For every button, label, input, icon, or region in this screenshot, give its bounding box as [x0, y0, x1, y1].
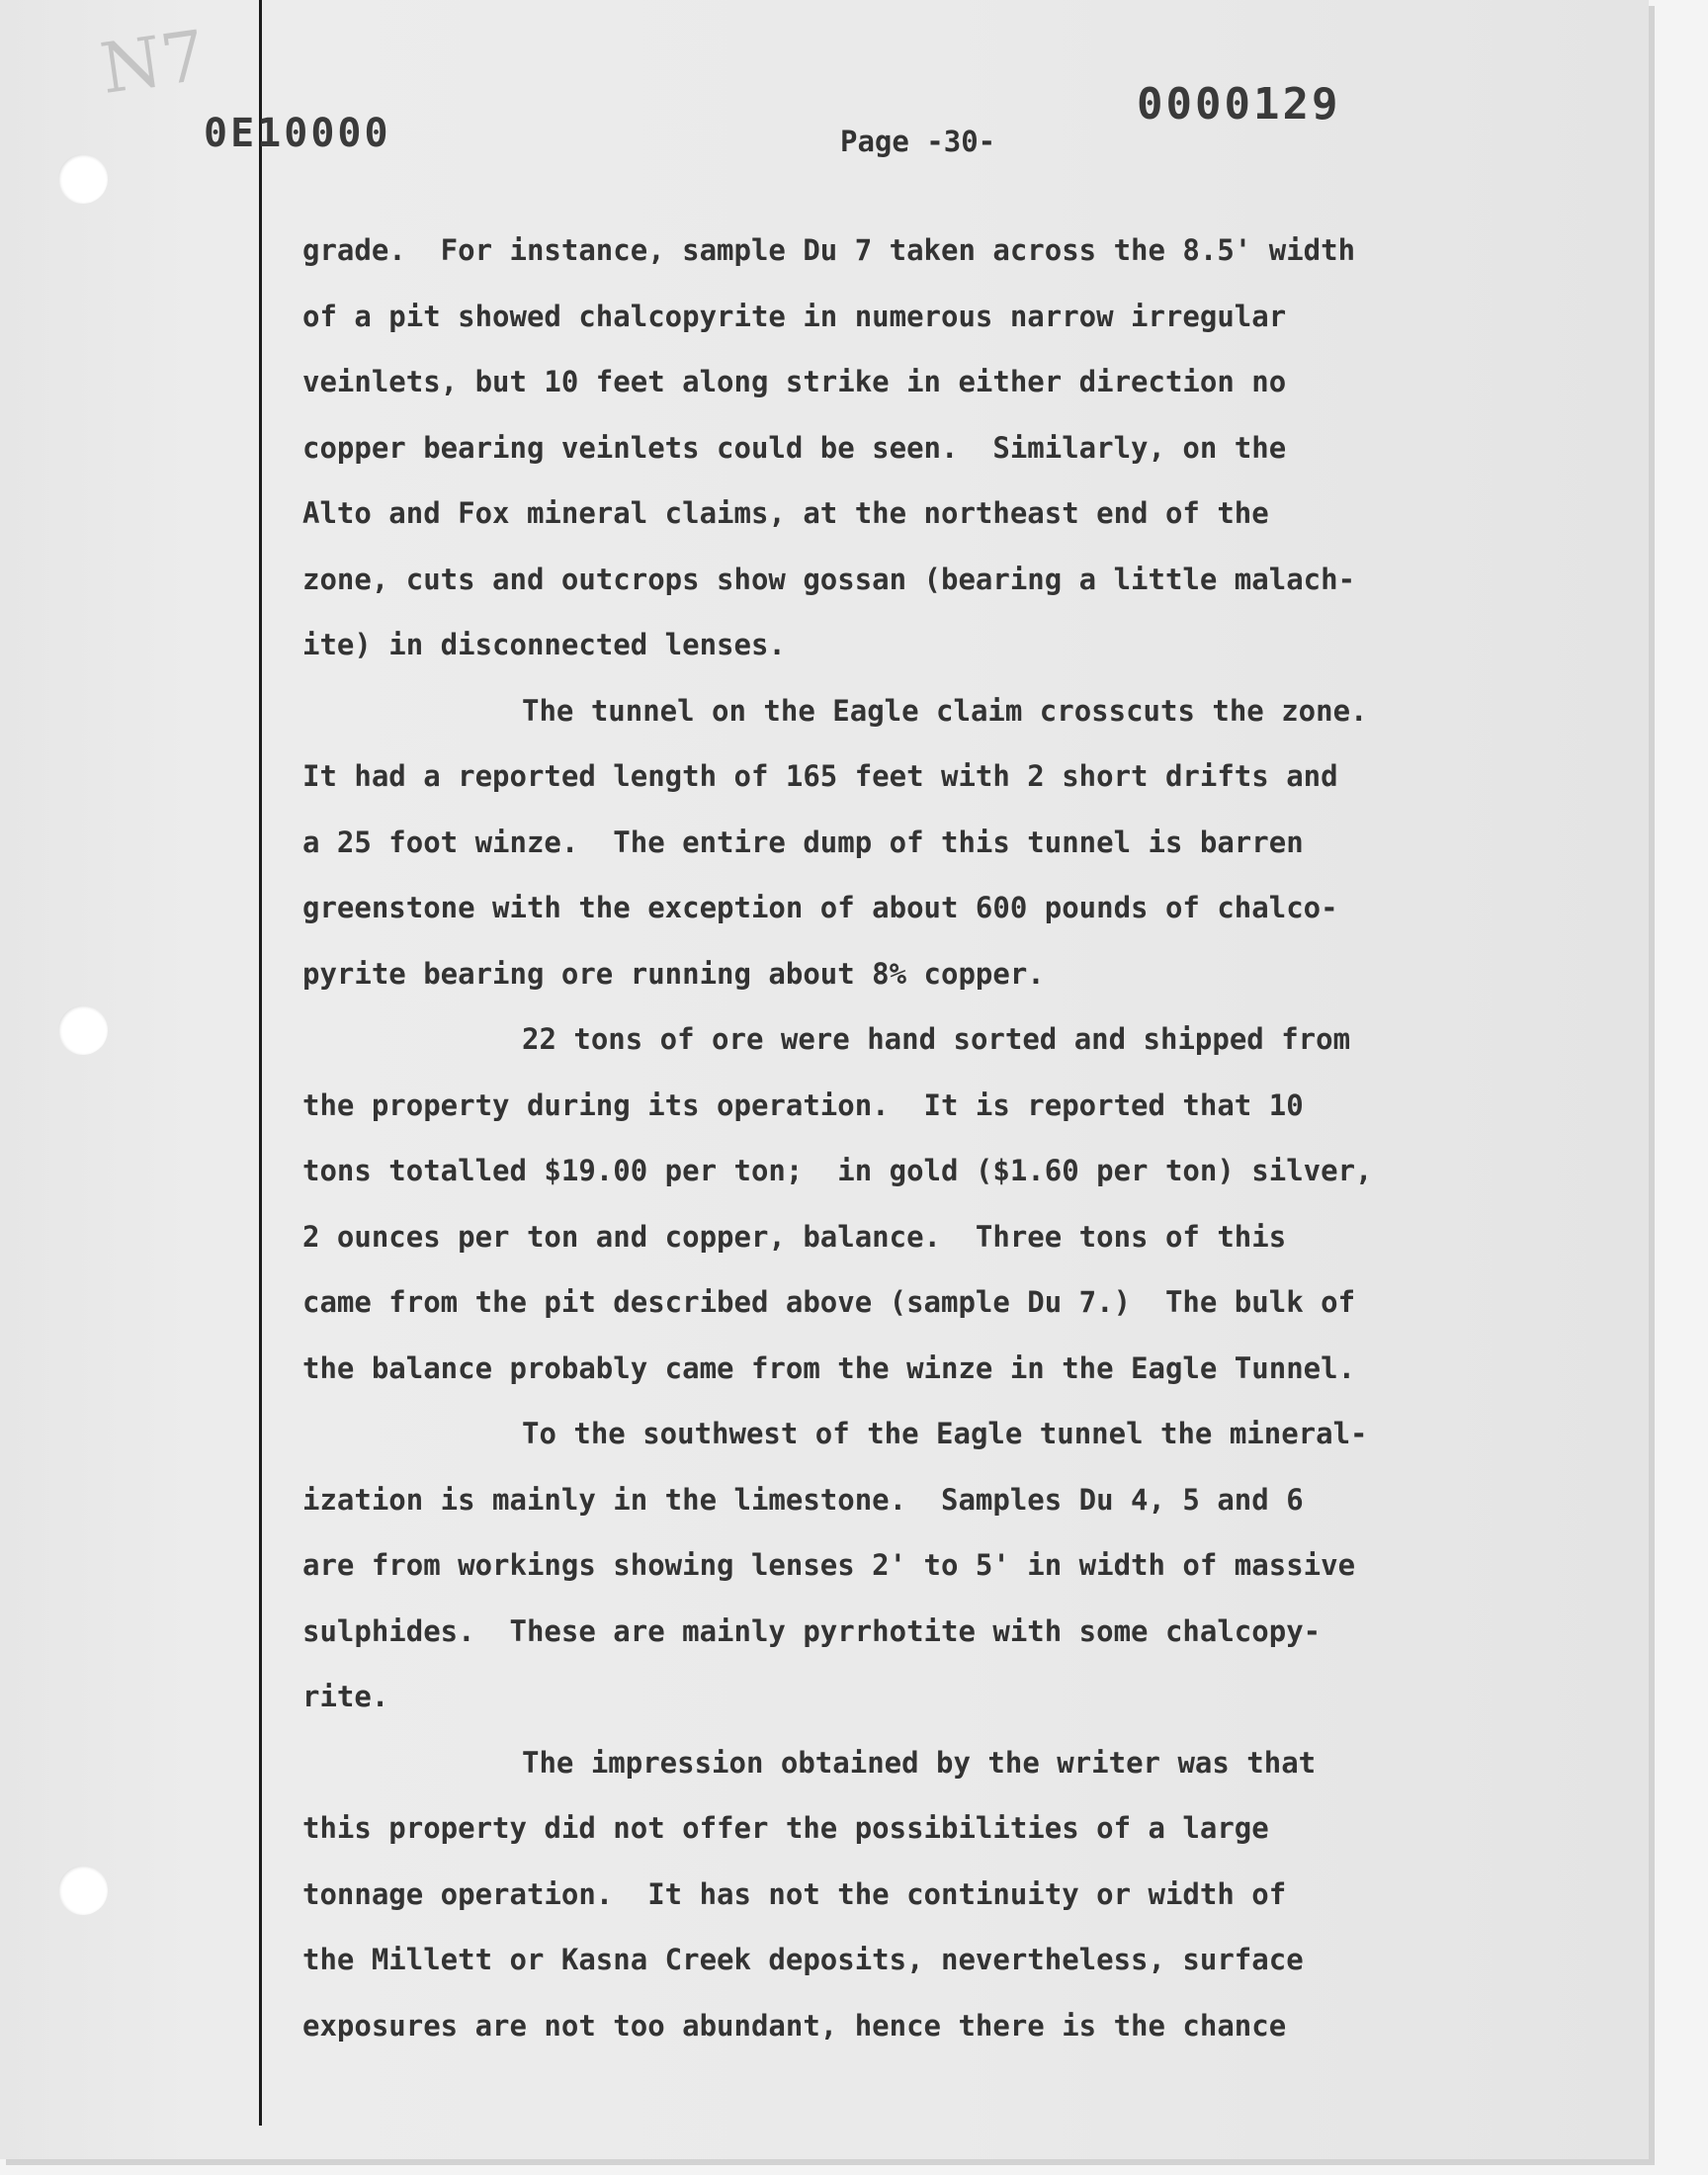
text-line: a 25 foot winze. The entire dump of this tunnel is barren — [302, 825, 1304, 859]
text-line: The impression obtained by the writer was that — [522, 1745, 1317, 1780]
text-line: grade. For instance, sample Du 7 taken across the 8.5' width — [302, 233, 1356, 267]
text-line: Alto and Fox mineral claims, at the northeast end of the — [302, 496, 1269, 530]
text-line: greenstone with the exception of about 600 pounds of chalco- — [302, 891, 1338, 924]
text-line: the balance probably came from the winze in the Eagle Tunnel. — [302, 1350, 1356, 1385]
document-id-stamp: 0E10000 — [204, 111, 391, 156]
punch-hole-top — [58, 154, 108, 204]
text-line: pyrite bearing ore running about 8% copper. — [302, 956, 1045, 991]
sequence-number-stamp: 0000129 — [1137, 79, 1341, 130]
text-line: exposures are not too abundant, hence there is the chance — [302, 2008, 1287, 2043]
text-line: ization is mainly in the limestone. Samples Du 4, 5 and 6 — [302, 1482, 1304, 1517]
body-text — [302, 218, 1548, 2058]
text-line: To the southwest of the Eagle tunnel the mineral- — [522, 1417, 1368, 1450]
text-line: 22 tons of ore were hand sorted and shipped from — [522, 1022, 1351, 1056]
text-line: zone, cuts and outcrops show gossan (bearing a little malach- — [302, 562, 1356, 596]
text-line: ite) in disconnected lenses. — [302, 628, 786, 661]
punch-hole-middle — [58, 1005, 108, 1055]
text-line: veinlets, but 10 feet along strike in either direction no — [302, 365, 1287, 398]
text-line: the property during its operation. It is reported that 10 — [302, 1088, 1304, 1122]
text-line: tonnage operation. It has not the continuity or width of — [302, 1876, 1287, 1911]
page-number: Page -30- — [840, 125, 996, 158]
text-line: rite. — [302, 1680, 389, 1713]
text-line: The tunnel on the Eagle claim crosscuts the zone. — [522, 693, 1368, 728]
text-line: tons totalled $19.00 per ton; in gold ($1.60 per ton) silver, — [302, 1154, 1373, 1187]
text-line: of a pit showed chalcopyrite in numerous narrow irregular — [302, 299, 1287, 333]
text-line: are from workings showing lenses 2' to 5' in width of massive — [302, 1548, 1356, 1582]
text-line: 2 ounces per ton and copper, balance. Three tons of this — [302, 1219, 1287, 1254]
margin-rule — [259, 0, 262, 2126]
text-line: this property did not offer the possibilities of a large — [302, 1811, 1269, 1845]
text-line: It had a reported length of 165 feet with 2 short drifts and — [302, 759, 1338, 793]
punch-hole-bottom — [58, 1866, 108, 1915]
text-line: sulphides. These are mainly pyrrhotite with some chalcopy- — [302, 1613, 1322, 1648]
text-line: copper bearing veinlets could be seen. Similarly, on the — [302, 430, 1287, 465]
handwritten-mark: N7 — [95, 15, 211, 110]
text-line: came from the pit described above (sample Du 7.) The bulk of — [302, 1285, 1356, 1319]
text-line: the Millett or Kasna Creek deposits, nevertheless, surface — [302, 1943, 1304, 1976]
